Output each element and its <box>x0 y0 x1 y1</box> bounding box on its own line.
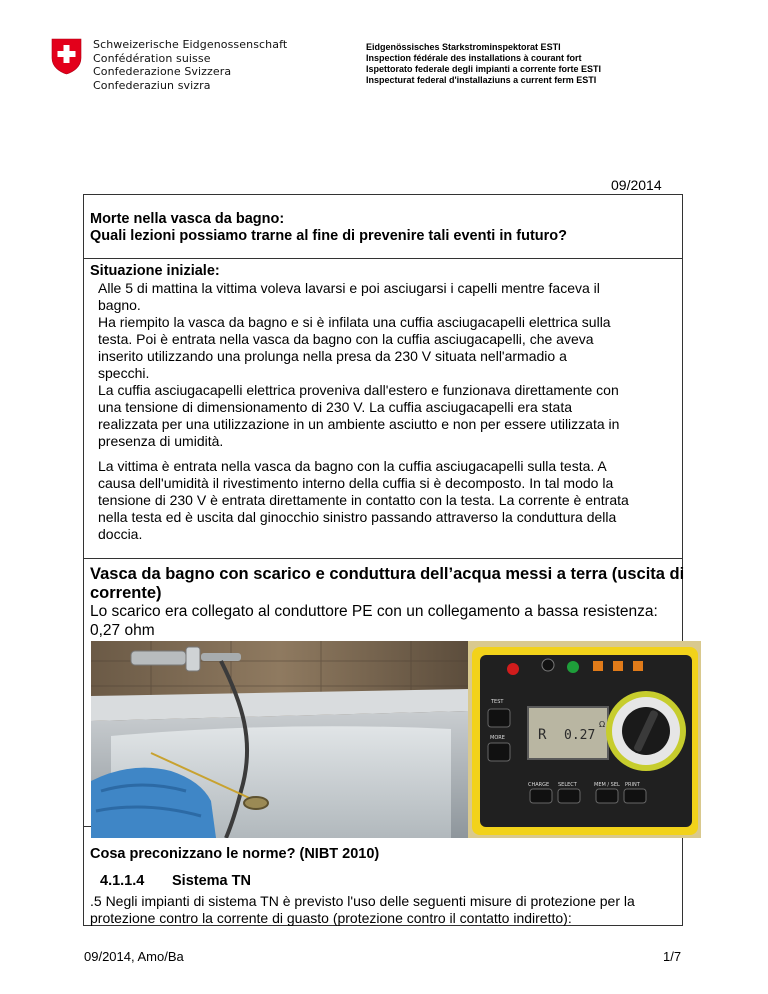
divider-situation <box>83 558 683 559</box>
swiss-cross-icon <box>50 38 83 75</box>
meter-button-label: MORE <box>490 735 505 741</box>
text-line: .5 Negli impianti di sistema TN è previsto l'uso delle seguenti misure di protezione per la <box>90 893 635 909</box>
divider-title <box>83 258 683 259</box>
document-date: 09/2014 <box>611 177 662 193</box>
text-line: La cuffia asciugacapelli elettrica proveniva dall'estero e funzionava direttamente con <box>98 382 619 398</box>
meter-display-unit: Ω <box>599 720 606 729</box>
agency-line-fr: Inspection fédérale des installations à courant fort <box>366 53 582 63</box>
page-title <box>90 211 567 245</box>
confederation-line-de: Schweizerische Eidgenossenschaft <box>93 38 288 51</box>
text-line: La vittima è entrata nella vasca da bagno con la cuffia asciugacapelli sulla testa. A <box>98 458 607 474</box>
situation-paragraph-2 <box>98 458 678 543</box>
agency-names <box>366 42 601 86</box>
footer-reference: 09/2014, Amo/Ba <box>84 949 184 964</box>
bathtub-text <box>90 603 658 640</box>
text-line: causa dell'umidità il rivestimento interno della cuffia si è decomposto. In tal modo la <box>98 475 614 491</box>
text-line: nella testa ed è uscita dal ginocchio sinistro passando attraverso la conduttura della <box>98 509 617 525</box>
norms-heading: Cosa preconizzano le norme? (NIBT 2010) <box>90 846 380 862</box>
situation-heading: Situazione iniziale: <box>90 263 220 279</box>
text-line: bagno. <box>98 297 141 313</box>
text-line: testa. Poi è entrata nella vasca da bagno con la cuffia asciugacapelli, che aveva <box>98 331 594 347</box>
meter-display-value: 0.27 <box>564 728 596 743</box>
text-line: Ha riempito la vasca da bagno e si è infilata una cuffia asciugacapelli elettrica sulla <box>98 314 611 330</box>
page-number: 1/7 <box>663 949 682 964</box>
meter-display-mode: R <box>538 727 547 743</box>
meter-button-label: CHARGE <box>528 782 550 788</box>
confederation-line-it: Confederazione Svizzera <box>93 65 232 78</box>
meter-button-label: SELECT <box>558 782 577 788</box>
norms-text <box>90 893 635 927</box>
text-line: inserito utilizzando una prolunga nella presa da 230 V situata nell'armadio a <box>98 348 567 364</box>
text-line: realizzata per una utilizzazione in un ambiente asciutto e non per essere utilizzata in <box>98 416 620 432</box>
text-line: doccia. <box>98 526 143 542</box>
heading-line: Vasca da bagno con scarico e conduttura dell’acqua messi a terra (uscita di <box>90 565 685 583</box>
text-line: una tensione di dimensionamento di 230 V. La cuffia asciugacapelli era stata <box>98 399 572 415</box>
text-line: Lo scarico era collegato al conduttore PE con un collegamento a bassa resistenza: <box>90 603 658 620</box>
meter-button-label: MEM / SEL <box>594 782 620 788</box>
section-number: 4.1.1.4 <box>100 873 145 889</box>
confederation-names <box>93 38 287 92</box>
agency-line-it: Ispettorato federale degli impianti a corrente forte ESTI <box>366 64 602 74</box>
meter-button-label: PRINT <box>625 782 640 788</box>
confederation-line-rm: Confederaziun svizra <box>93 78 211 92</box>
heading-line: corrente) <box>90 584 162 602</box>
text-line: presenza di umidità. <box>98 433 224 449</box>
title-line-2: Quali lezioni possiamo trarne al fine di prevenire tali eventi in futuro? <box>90 228 567 244</box>
meter-button-label: TEST <box>491 699 504 705</box>
meter-photo <box>468 641 701 838</box>
bathtub-heading <box>90 565 684 603</box>
text-line: 0,27 ohm <box>90 621 155 639</box>
text-line: Alle 5 di mattina la vittima voleva lavarsi e poi asciugarsi i capelli mentre faceva il <box>98 280 600 296</box>
situation-paragraph-1 <box>98 280 678 450</box>
text-line: tensione di 230 V è entrata direttamente in contatto con la testa. La corrente è entrata <box>98 492 629 508</box>
bathtub-photo <box>91 641 468 838</box>
text-line: protezione contro la corrente di guasto (protezione contro il contatto indiretto): <box>90 910 572 926</box>
title-line-1: Morte nella vasca da bagno: <box>90 211 285 227</box>
section-title: Sistema TN <box>172 873 251 889</box>
confederation-line-fr: Confédération suisse <box>93 51 211 65</box>
text-line: specchi. <box>98 365 150 381</box>
agency-line-rm: Inspecturat federal d'installaziuns a current ferm ESTI <box>366 75 597 85</box>
agency-line-de: Eidgenössisches Starkstrominspektorat ESTI <box>366 42 561 52</box>
